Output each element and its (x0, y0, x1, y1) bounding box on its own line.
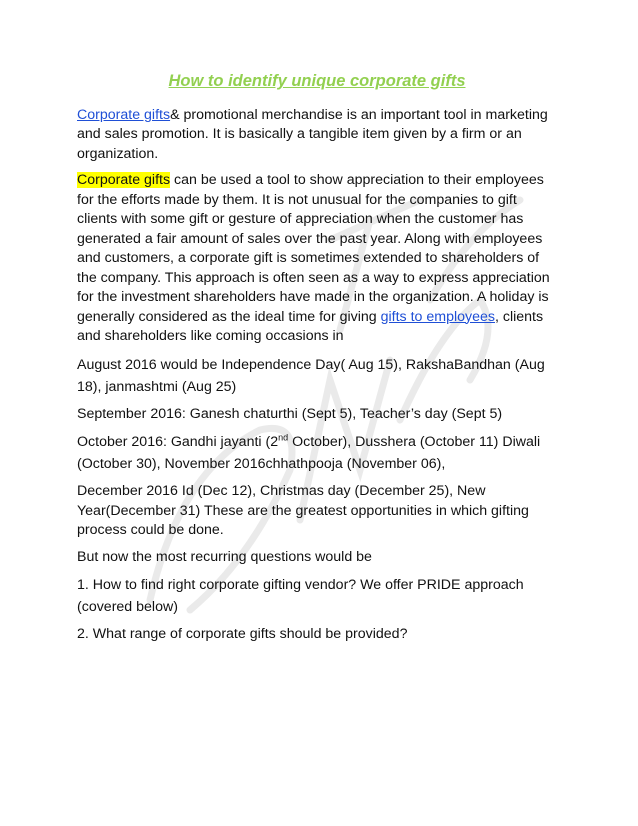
highlighted-term: Corporate gifts (77, 172, 171, 188)
ordinal-suffix: nd (278, 432, 289, 443)
october-text: October 2016: Gandhi jayanti (2 (77, 434, 279, 450)
paragraph-questions-intro: But now the most recurring questions would be (77, 548, 372, 565)
paragraph-appreciation (77, 171, 557, 347)
paragraph-august: August 2016 would be Independence Day( Aug 15), RakshaBandhan (Aug 18), janmashtmi (Aug 25) (77, 356, 545, 395)
october-text-rest: October), Dusshera (October 11) Diwali (October 30), November 2016chhathpooja (November 06), (77, 434, 541, 472)
corporate-gifts-link[interactable]: Corporate gifts (77, 106, 171, 123)
page-title: How to identify unique corporate gifts (168, 72, 466, 90)
paragraph-appreciation-text: can be used a tool to show appreciation to their employees for the efforts made by them. It is not unusual for the companies to gift clients with some gift or gesture of appreciation when the customer has generated a fair amount of sales over the past year. Along with employees and customers, a corporate gift is sometimes extended to shareholders of the company. This approach is often seen as a way to express appreciation for the investment shareholders have made in the organization. A holiday is generally considered as the ideal time for giving (77, 172, 550, 325)
paragraph-october (77, 431, 557, 475)
paragraph-intro-text: & promotional merchandise is an important tool in marketing and sales promotion. It is basically a tangible item given by a firm or an organization. (77, 106, 548, 162)
document-body (77, 62, 557, 652)
paragraph-intro (77, 106, 557, 165)
gifts-to-employees-link[interactable]: gifts to employees (380, 308, 495, 325)
paragraph-appreciation-tail: , clients and shareholders like coming occasions in (77, 308, 544, 344)
paragraph-september: September 2016: Ganesh chaturthi (Sept 5), Teacher’s day (Sept 5) (77, 405, 503, 422)
paragraph-december: December 2016 Id (Dec 12), Christmas day (December 25), New Year(December 31) These are the greatest opportunities in which gifting process could be done. (77, 483, 529, 538)
question-1: 1. How to find right corporate gifting vendor? We offer PRIDE approach (covered below) (77, 577, 524, 615)
question-2: 2. What range of corporate gifts should be provided? (77, 626, 408, 642)
